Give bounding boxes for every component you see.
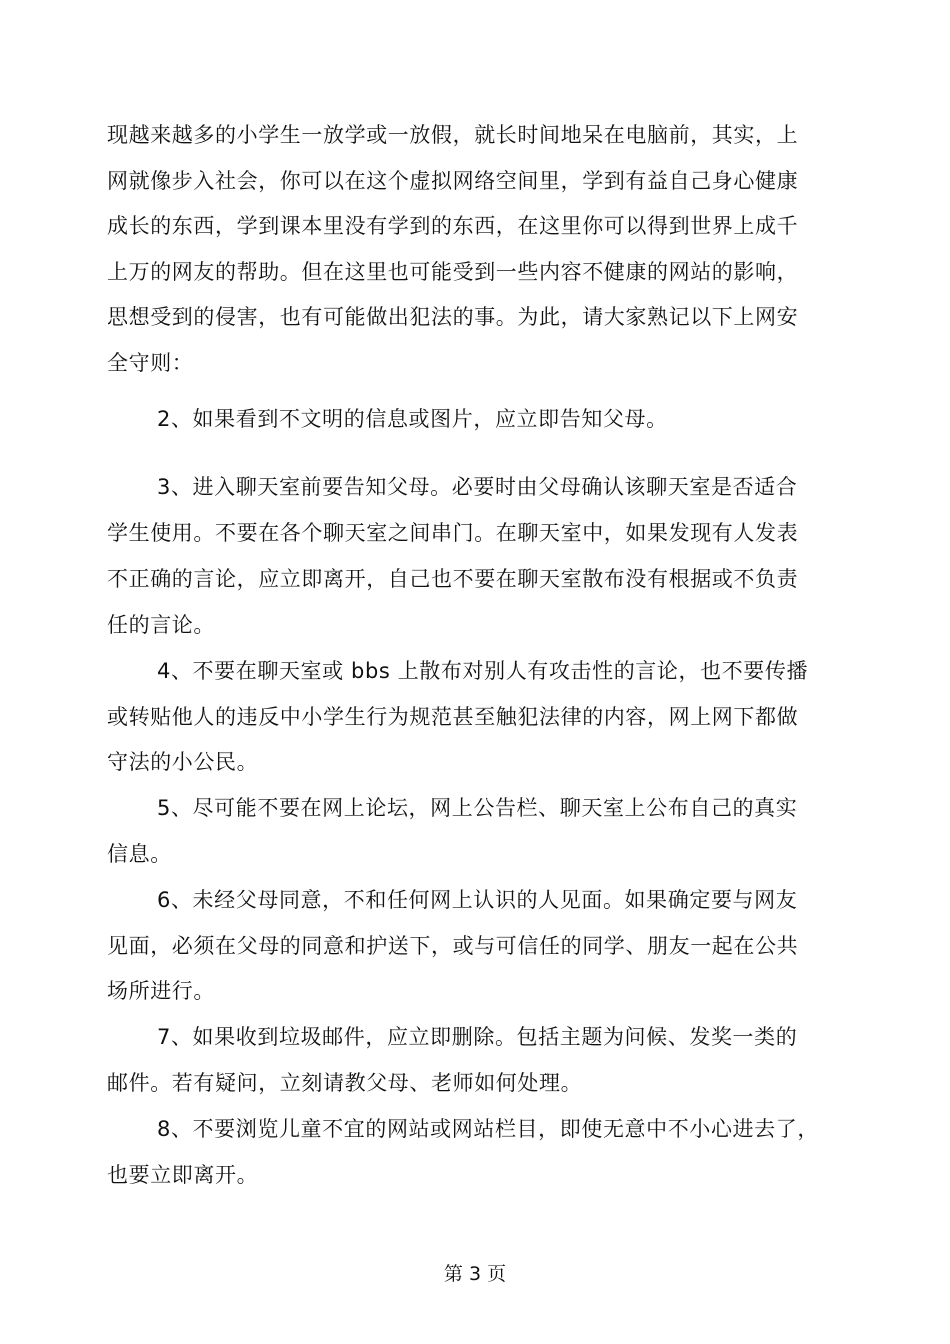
paragraph-line: 学生使用。不要在各个聊天室之间串门。在聊天室中，如果发现有人发表 [107,521,799,545]
rule-line: 7、如果收到垃圾邮件，应立即删除。包括主题为问候、发奖一类的 [157,1025,798,1049]
paragraph-line: 全守则： [107,351,194,375]
page-number: 第 3 页 [443,1263,507,1285]
paragraph-line: 成长的东西，学到课本里没有学到的东西，在这里你可以得到世界上成千 [107,214,799,238]
rule-line: 8、不要浏览儿童不宜的网站或网站栏目，即使无意中不小心进去了， [157,1117,819,1141]
paragraph-line: 网就像步入社会，你可以在这个虚拟网络空间里，学到有益自己身心健康 [107,169,799,193]
paragraph-line: 思想受到的侵害，也有可能做出犯法的事。为此，请大家熟记以下上网安 [107,305,799,329]
paragraph-line: 现越来越多的小学生一放学或一放假，就长时间地呆在电脑前，其实，上 [107,123,799,147]
paragraph-line: 任的言论。 [107,613,215,637]
rule-line: 6、未经父母同意，不和任何网上认识的人见面。如果确定要与网友 [157,888,798,912]
rule-line: 2、如果看到不文明的信息或图片，应立即告知父母。 [157,407,668,431]
paragraph-line: 或转贴他人的违反中小学生行为规范甚至触犯法律的内容，网上网下都做 [107,705,799,729]
paragraph-line: 信息。 [107,842,172,866]
paragraph-line: 守法的小公民。 [107,750,259,774]
paragraph-line: 场所进行。 [107,979,215,1003]
rule-line: 4、不要在聊天室或 bbs 上散布对别人有攻击性的言论，也不要传播 [157,659,809,683]
paragraph-line: 上万的网友的帮助。但在这里也可能受到一些内容不健康的网站的影响， [107,260,799,284]
rule-line: 3、进入聊天室前要告知父母。必要时由父母确认该聊天室是否适合 [157,475,798,499]
paragraph-line: 见面，必须在父母的同意和护送下，或与可信任的同学、朋友一起在公共 [107,934,799,958]
paragraph-line: 也要立即离开。 [107,1163,259,1187]
paragraph-line: 邮件。若有疑问，立刻请教父母、老师如何处理。 [107,1071,583,1095]
paragraph-line: 不正确的言论，应立即离开，自己也不要在聊天室散布没有根据或不负责 [107,567,799,591]
rule-line: 5、尽可能不要在网上论坛，网上公告栏、聊天室上公布自己的真实 [157,796,798,820]
